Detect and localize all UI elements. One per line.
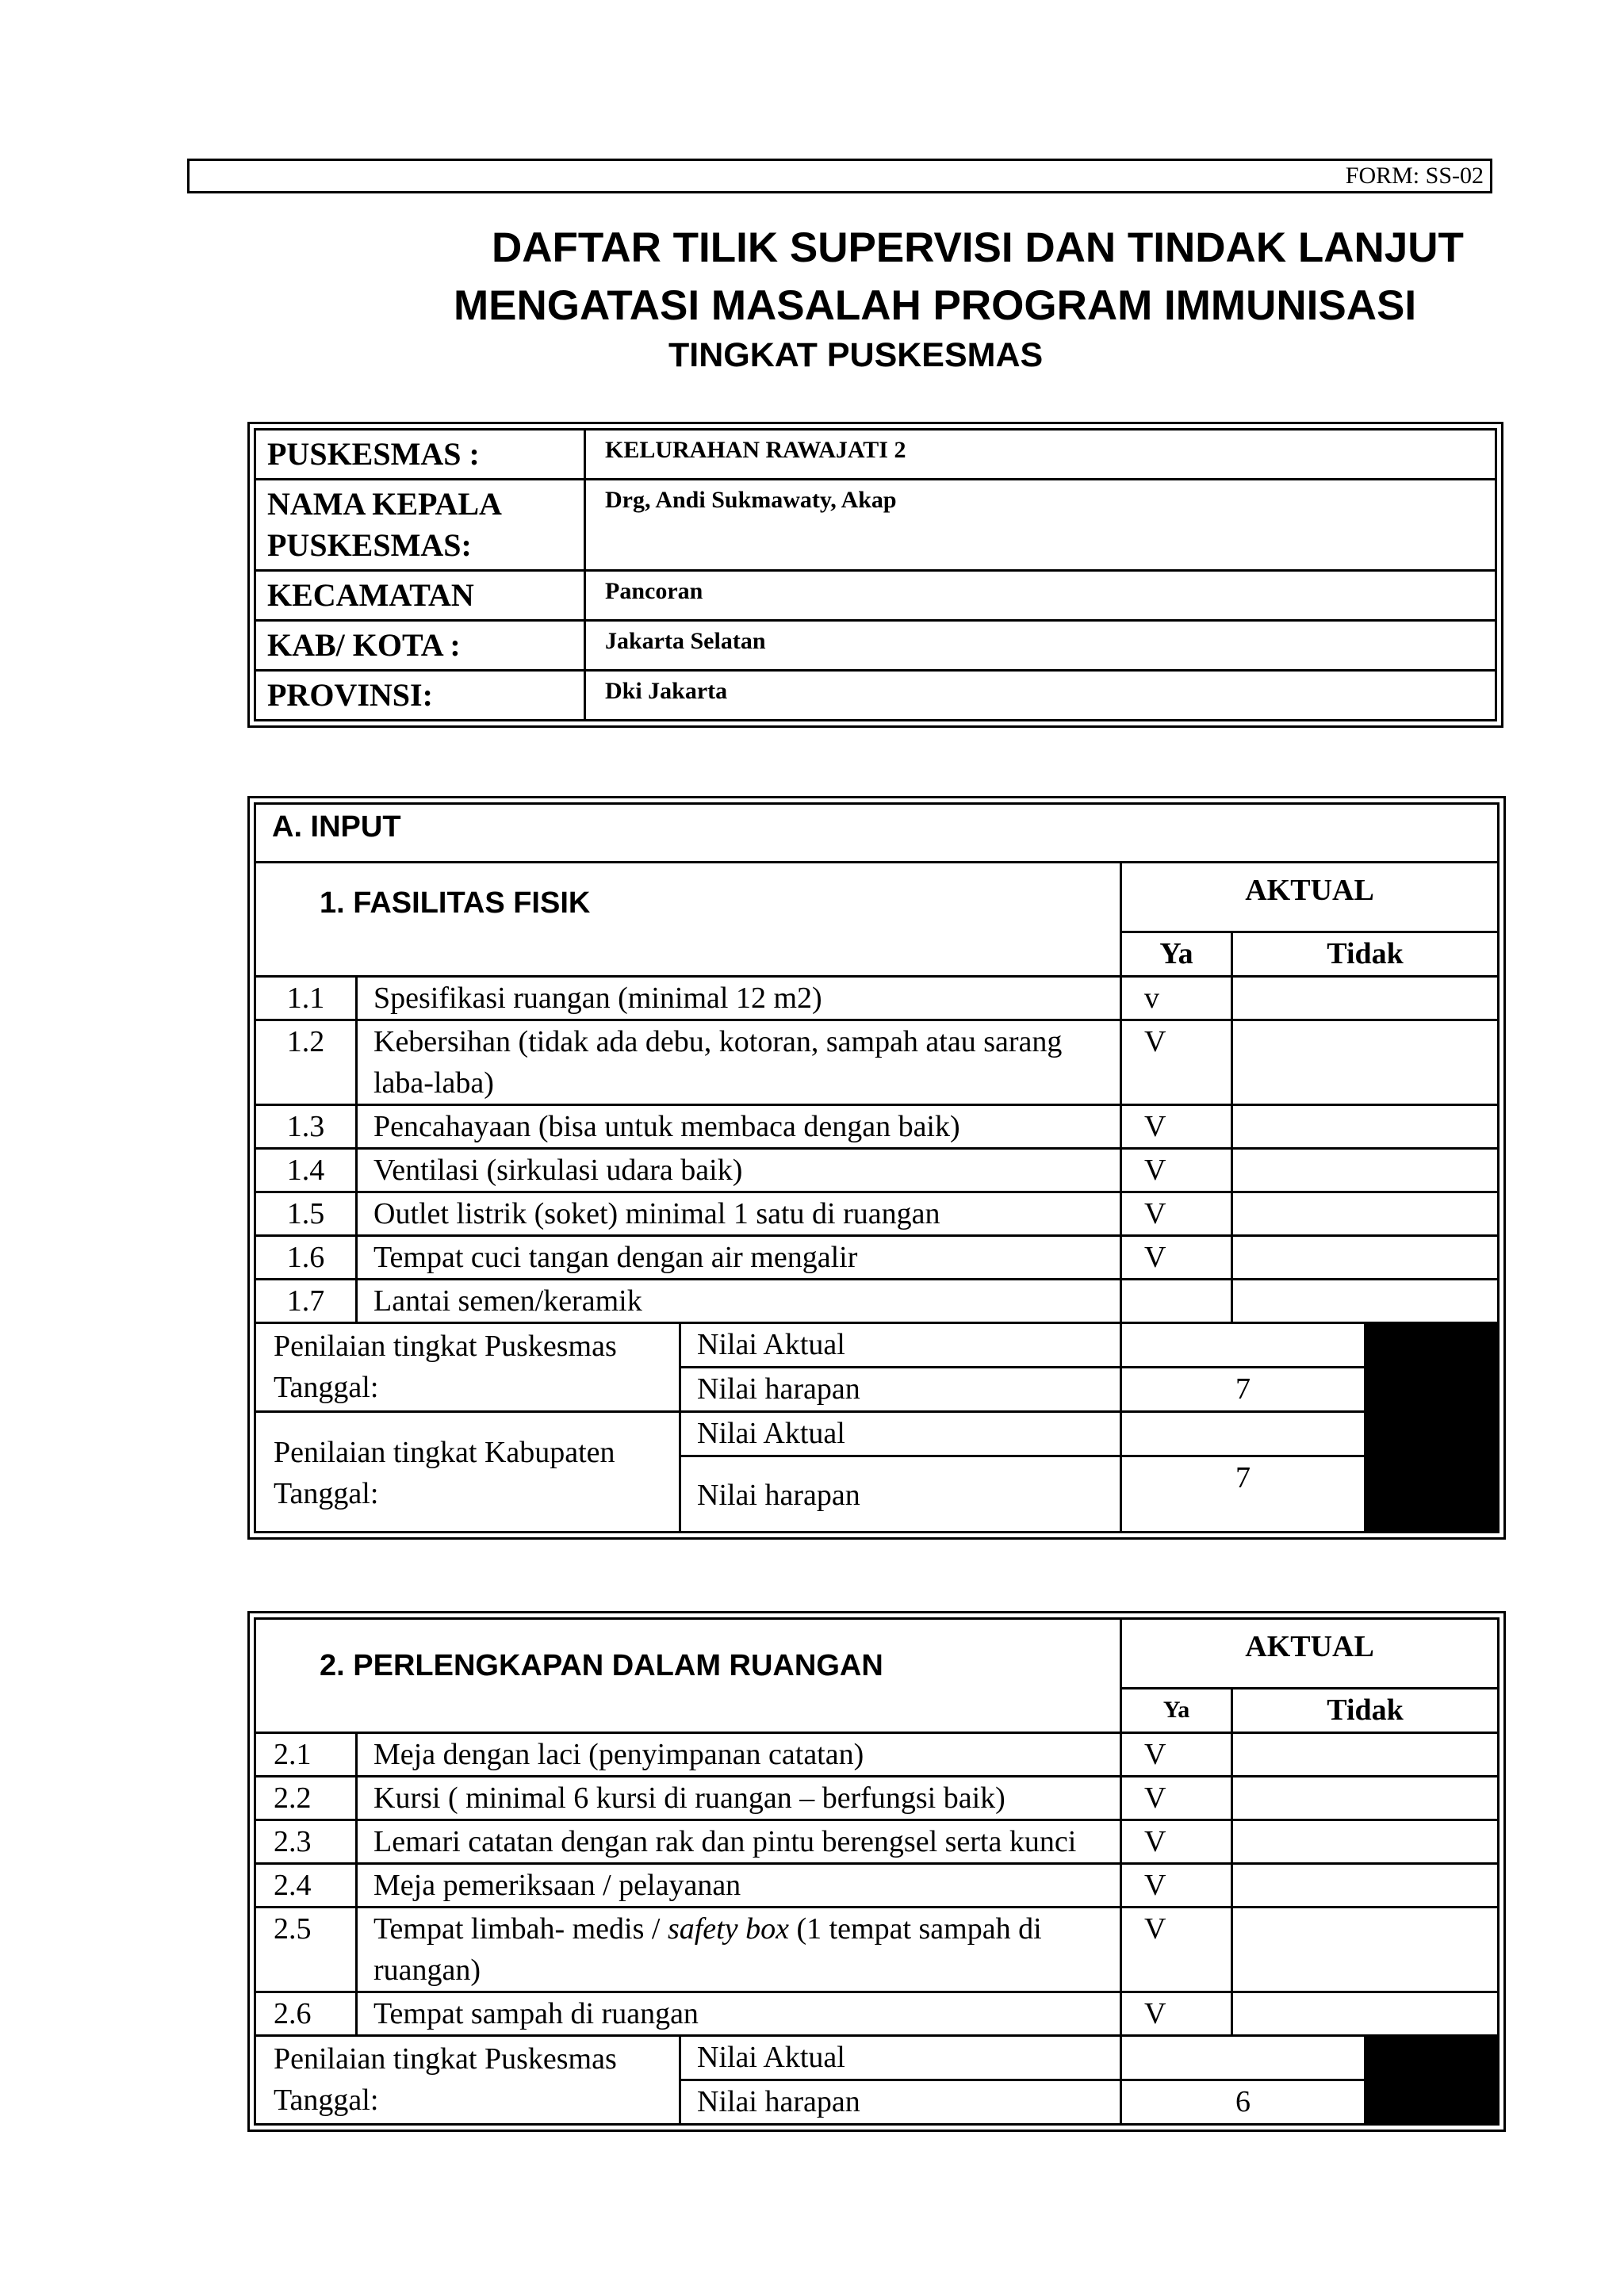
table-row: [255, 1236, 1499, 1280]
sub2-header-row: [255, 1619, 1499, 1689]
identity-label: PROVINSI:: [255, 671, 585, 721]
row-ya-mark: [1121, 1280, 1232, 1323]
score-nilai-aktual-label: Nilai Aktual: [680, 1412, 1121, 1456]
document-title-line-1: DAFTAR TILIK SUPERVISI DAN TINDAK LANJUT: [492, 224, 1464, 271]
score-row-puskesmas-aktual: [255, 1323, 1499, 1368]
row-description: Kursi ( minimal 6 kursi di ruangan – berfungsi baik): [357, 1777, 1121, 1820]
identity-row: [255, 621, 1496, 671]
identity-row: [255, 571, 1496, 621]
row-ya-mark: V: [1121, 1105, 1232, 1149]
score-nilai-harapan-value: 6: [1121, 2080, 1365, 2125]
score-nilai-harapan-label: Nilai harapan: [680, 1368, 1121, 1412]
table-row: [255, 1820, 1499, 1864]
row-ya-mark: V: [1121, 1020, 1232, 1105]
identity-row: [255, 430, 1496, 480]
row-description: Lantai semen/keramik: [357, 1280, 1121, 1323]
score-nilai-harapan-value: 7: [1121, 1456, 1365, 1533]
row-tidak-mark: [1232, 1020, 1499, 1105]
sub2-tidak-header: Tidak: [1232, 1689, 1499, 1733]
row-description: Tempat cuci tangan dengan air mengalir: [357, 1236, 1121, 1280]
row-description-italic: safety box: [667, 1912, 789, 1946]
score-blackout-cell: [1365, 1323, 1499, 1368]
row-description: Tempat sampah di ruangan: [357, 1992, 1121, 2036]
row-number: 1.4: [255, 1149, 357, 1192]
score-nilai-aktual-value: [1121, 1323, 1365, 1368]
section-a-title-row: [255, 804, 1499, 863]
row-ya-mark: V: [1121, 1864, 1232, 1908]
identity-value: KELURAHAN RAWAJATI 2: [585, 430, 1496, 480]
row-description: Ventilasi (sirkulasi udara baik): [357, 1149, 1121, 1192]
row-number: 2.5: [255, 1908, 357, 1992]
identity-label: NAMA KEPALA PUSKESMAS:: [255, 480, 585, 571]
table-row: [255, 1908, 1499, 1992]
score-nilai-aktual-value: [1121, 1412, 1365, 1456]
row-ya-mark: V: [1121, 1149, 1232, 1192]
score-puskesmas-label: [255, 2036, 680, 2125]
sub1-ya-header: Ya: [1121, 932, 1232, 977]
score-puskesmas-label: [255, 1323, 680, 1412]
sub1-tidak-header: Tidak: [1232, 932, 1499, 977]
score-puskesmas-label-line1: Penilaian tingkat Puskesmas: [274, 1330, 617, 1363]
table-row: [255, 977, 1499, 1020]
identity-value: Dki Jakarta: [585, 671, 1496, 721]
form-code: FORM: SS-02: [1345, 163, 1484, 189]
row-number: 1.6: [255, 1236, 357, 1280]
table-row: [255, 1192, 1499, 1236]
row-description: Pencahayaan (bisa untuk membaca dengan baik): [357, 1105, 1121, 1149]
identity-table: [254, 428, 1497, 721]
row-tidak-mark: [1232, 977, 1499, 1020]
row-number: 1.3: [255, 1105, 357, 1149]
row-number: 2.4: [255, 1864, 357, 1908]
sub1-header-row: [255, 863, 1499, 932]
identity-row: [255, 671, 1496, 721]
table-row: [255, 1777, 1499, 1820]
score-puskesmas-label-line1: Penilaian tingkat Puskesmas: [274, 2042, 617, 2076]
row-ya-mark: v: [1121, 977, 1232, 1020]
row-description-part: Tempat limbah- medis /: [373, 1912, 668, 1946]
row-tidak-mark: [1232, 1149, 1499, 1192]
score-kabupaten-label: [255, 1412, 680, 1533]
row-description: [357, 1908, 1121, 1992]
row-number: 2.6: [255, 1992, 357, 2036]
table-row: [255, 1020, 1499, 1105]
row-description: Lemari catatan dengan rak dan pintu berengsel serta kunci: [357, 1820, 1121, 1864]
document-title-line-2: MENGATASI MASALAH PROGRAM IMMUNISASI: [454, 282, 1417, 329]
row-tidak-mark: [1232, 1992, 1499, 2036]
table-row: [255, 1864, 1499, 1908]
identity-label: PUSKESMAS :: [255, 430, 585, 480]
row-ya-mark: V: [1121, 1820, 1232, 1864]
identity-row: [255, 480, 1496, 571]
row-number: 1.1: [255, 977, 357, 1020]
section-perlengkapan-table: [254, 1617, 1500, 2126]
section-a-fasilitas-fisik-table: [254, 802, 1500, 1533]
row-tidak-mark: [1232, 1105, 1499, 1149]
row-description: Spesifikasi ruangan (minimal 12 m2): [357, 977, 1121, 1020]
table-row: [255, 1733, 1499, 1777]
row-tidak-mark: [1232, 1908, 1499, 1992]
score-blackout-cell: [1365, 1412, 1499, 1533]
score-row-puskesmas-aktual: [255, 2036, 1499, 2080]
form-code-box: [187, 159, 1492, 193]
table-row: [255, 1280, 1499, 1323]
row-ya-mark: V: [1121, 1992, 1232, 2036]
row-tidak-mark: [1232, 1192, 1499, 1236]
score-kabupaten-label-line2: Tanggal:: [274, 1477, 379, 1510]
identity-value: Pancoran: [585, 571, 1496, 621]
section-a-title: A. INPUT: [255, 804, 1499, 863]
row-tidak-mark: [1232, 1820, 1499, 1864]
score-nilai-aktual-label: Nilai Aktual: [680, 2036, 1121, 2080]
row-number: 2.3: [255, 1820, 357, 1864]
sub2-title: 2. PERLENGKAPAN DALAM RUANGAN: [255, 1619, 1121, 1733]
table-row: [255, 1992, 1499, 2036]
identity-label: KAB/ KOTA :: [255, 621, 585, 671]
row-ya-mark: V: [1121, 1908, 1232, 1992]
sub1-aktual-header: AKTUAL: [1121, 863, 1499, 932]
row-description-part: (1 tempat sampah di ruangan): [373, 1912, 1042, 1987]
row-ya-mark: V: [1121, 1777, 1232, 1820]
score-nilai-aktual-value: [1121, 2036, 1365, 2080]
identity-value: Jakarta Selatan: [585, 621, 1496, 671]
row-description: Meja dengan laci (penyimpanan catatan): [357, 1733, 1121, 1777]
score-puskesmas-label-line2: Tanggal:: [274, 2084, 379, 2117]
score-nilai-harapan-label: Nilai harapan: [680, 1456, 1121, 1533]
score-blackout-cell: [1365, 1368, 1499, 1412]
identity-label: KECAMATAN: [255, 571, 585, 621]
row-number: 2.1: [255, 1733, 357, 1777]
score-blackout-cell: [1365, 2036, 1499, 2080]
identity-value: Drg, Andi Sukmawaty, Akap: [585, 480, 1496, 571]
row-tidak-mark: [1232, 1236, 1499, 1280]
row-ya-mark: V: [1121, 1192, 1232, 1236]
row-ya-mark: V: [1121, 1236, 1232, 1280]
row-number: 1.5: [255, 1192, 357, 1236]
sub1-title: 1. FASILITAS FISIK: [255, 863, 1121, 977]
score-nilai-harapan-label: Nilai harapan: [680, 2080, 1121, 2125]
row-description: Outlet listrik (soket) minimal 1 satu di ruangan: [357, 1192, 1121, 1236]
row-description: Meja pemeriksaan / pelayanan: [357, 1864, 1121, 1908]
table-row: [255, 1149, 1499, 1192]
row-number: 1.7: [255, 1280, 357, 1323]
score-kabupaten-label-line1: Penilaian tingkat Kabupaten: [274, 1436, 615, 1469]
sub2-aktual-header: AKTUAL: [1121, 1619, 1499, 1689]
row-tidak-mark: [1232, 1777, 1499, 1820]
row-number: 2.2: [255, 1777, 357, 1820]
score-nilai-harapan-value: 7: [1121, 1368, 1365, 1412]
table-row: [255, 1105, 1499, 1149]
score-blackout-cell: [1365, 2080, 1499, 2125]
row-tidak-mark: [1232, 1864, 1499, 1908]
sub2-ya-header: Ya: [1121, 1689, 1232, 1733]
row-tidak-mark: [1232, 1733, 1499, 1777]
row-description: Kebersihan (tidak ada debu, kotoran, sampah atau sarang laba-laba): [357, 1020, 1121, 1105]
score-nilai-aktual-label: Nilai Aktual: [680, 1323, 1121, 1368]
score-row-kabupaten-aktual: [255, 1412, 1499, 1456]
document-title-line-3: TINGKAT PUSKESMAS: [668, 336, 1044, 374]
row-tidak-mark: [1232, 1280, 1499, 1323]
score-puskesmas-label-line2: Tanggal:: [274, 1371, 379, 1404]
row-number: 1.2: [255, 1020, 357, 1105]
row-ya-mark: V: [1121, 1733, 1232, 1777]
